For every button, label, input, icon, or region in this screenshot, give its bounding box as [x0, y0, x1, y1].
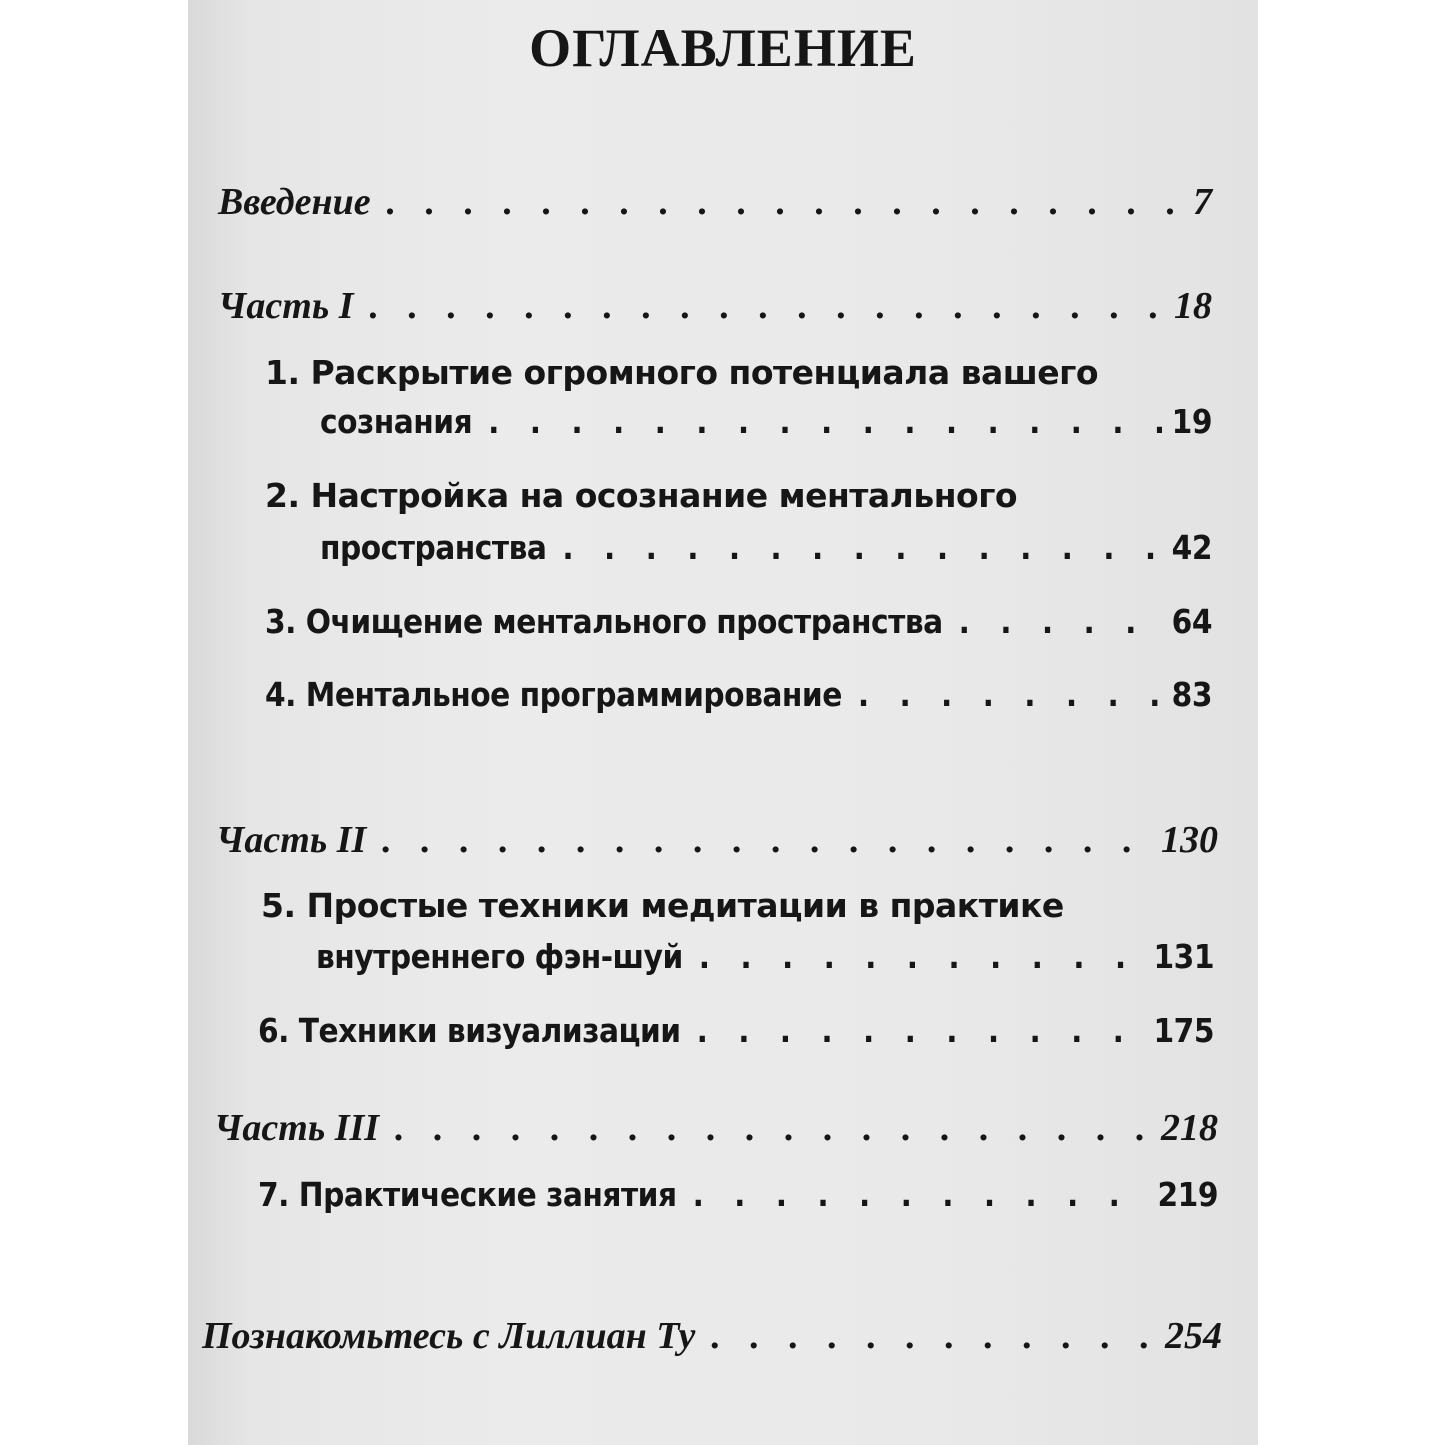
toc-entry-label: 6. Техники визуализации [258, 1011, 681, 1050]
toc-page-number: 218 [1161, 1107, 1218, 1149]
toc-entry-label: 7. Практические занятия [258, 1175, 677, 1214]
leader-dots [959, 602, 1162, 641]
leader-dots [699, 937, 1144, 976]
leader-dots [693, 1175, 1148, 1214]
toc-entry-chapter-5 [316, 937, 1214, 976]
toc-entry-chapter-3 [265, 602, 1212, 641]
leader-dots [370, 284, 1164, 328]
toc-page-number: 175 [1153, 1011, 1214, 1050]
leader-dots [382, 818, 1151, 862]
toc-entry-intro [218, 180, 1212, 224]
toc-page-number: 42 [1171, 528, 1212, 567]
toc-entry-label: Введение [218, 181, 371, 223]
toc-entry-part-3 [214, 1106, 1218, 1150]
leader-dots [562, 528, 1161, 567]
toc-entry-label: внутреннего фэн-шуй [316, 937, 683, 976]
toc-entry-label: Часть III [214, 1107, 380, 1149]
toc-entry-label: 4. Ментальное программирование [265, 675, 842, 714]
toc-entry-label: сознания [320, 402, 473, 441]
toc-entry-part-1 [218, 284, 1212, 328]
page-title: ОГЛАВЛЕНИЕ [529, 18, 917, 78]
toc-entry-label: Познакомьтесь с Лиллиан Ту [202, 1315, 696, 1357]
toc-chapter-1-title: 1. Раскрытие огромного потенциала вашего [265, 353, 1099, 392]
toc-page-number: 219 [1157, 1175, 1218, 1214]
toc-page-number: 131 [1153, 937, 1214, 976]
toc-entry-label: Часть II [216, 819, 367, 861]
toc-chapter-2-title: 2. Настройка на осознание ментального [265, 476, 1018, 515]
toc-page-number: 18 [1174, 285, 1212, 327]
toc-page-number: 19 [1171, 402, 1212, 441]
toc-page-number: 130 [1161, 819, 1218, 861]
leader-dots [395, 1106, 1151, 1150]
toc-page-number: 254 [1165, 1315, 1222, 1357]
toc-entry-label: 3. Очищение ментального пространства [265, 602, 943, 641]
leader-dots [697, 1011, 1144, 1050]
toc-entry-chapter-6 [258, 1011, 1214, 1050]
toc-entry-label: Часть I [218, 285, 354, 327]
toc-entry-part-2 [216, 818, 1218, 862]
toc-entry-chapter-1 [320, 402, 1212, 441]
toc-page-number: 7 [1193, 181, 1212, 223]
toc-entry-label: пространства [320, 528, 547, 567]
toc-entry-chapter-4 [265, 675, 1212, 714]
leader-dots [711, 1314, 1155, 1358]
toc-chapter-5-title: 5. Простые техники медитации в практике [261, 886, 1064, 925]
leader-dots [858, 675, 1162, 714]
toc-page-number: 83 [1171, 675, 1212, 714]
toc-entry-chapter-2 [320, 528, 1212, 567]
leader-dots [488, 402, 1162, 441]
toc-entry-chapter-7 [258, 1175, 1218, 1214]
toc-entry-about-author [202, 1314, 1222, 1358]
book-page [188, 0, 1258, 1445]
leader-dots [387, 180, 1183, 224]
toc-page-number: 64 [1171, 602, 1212, 641]
